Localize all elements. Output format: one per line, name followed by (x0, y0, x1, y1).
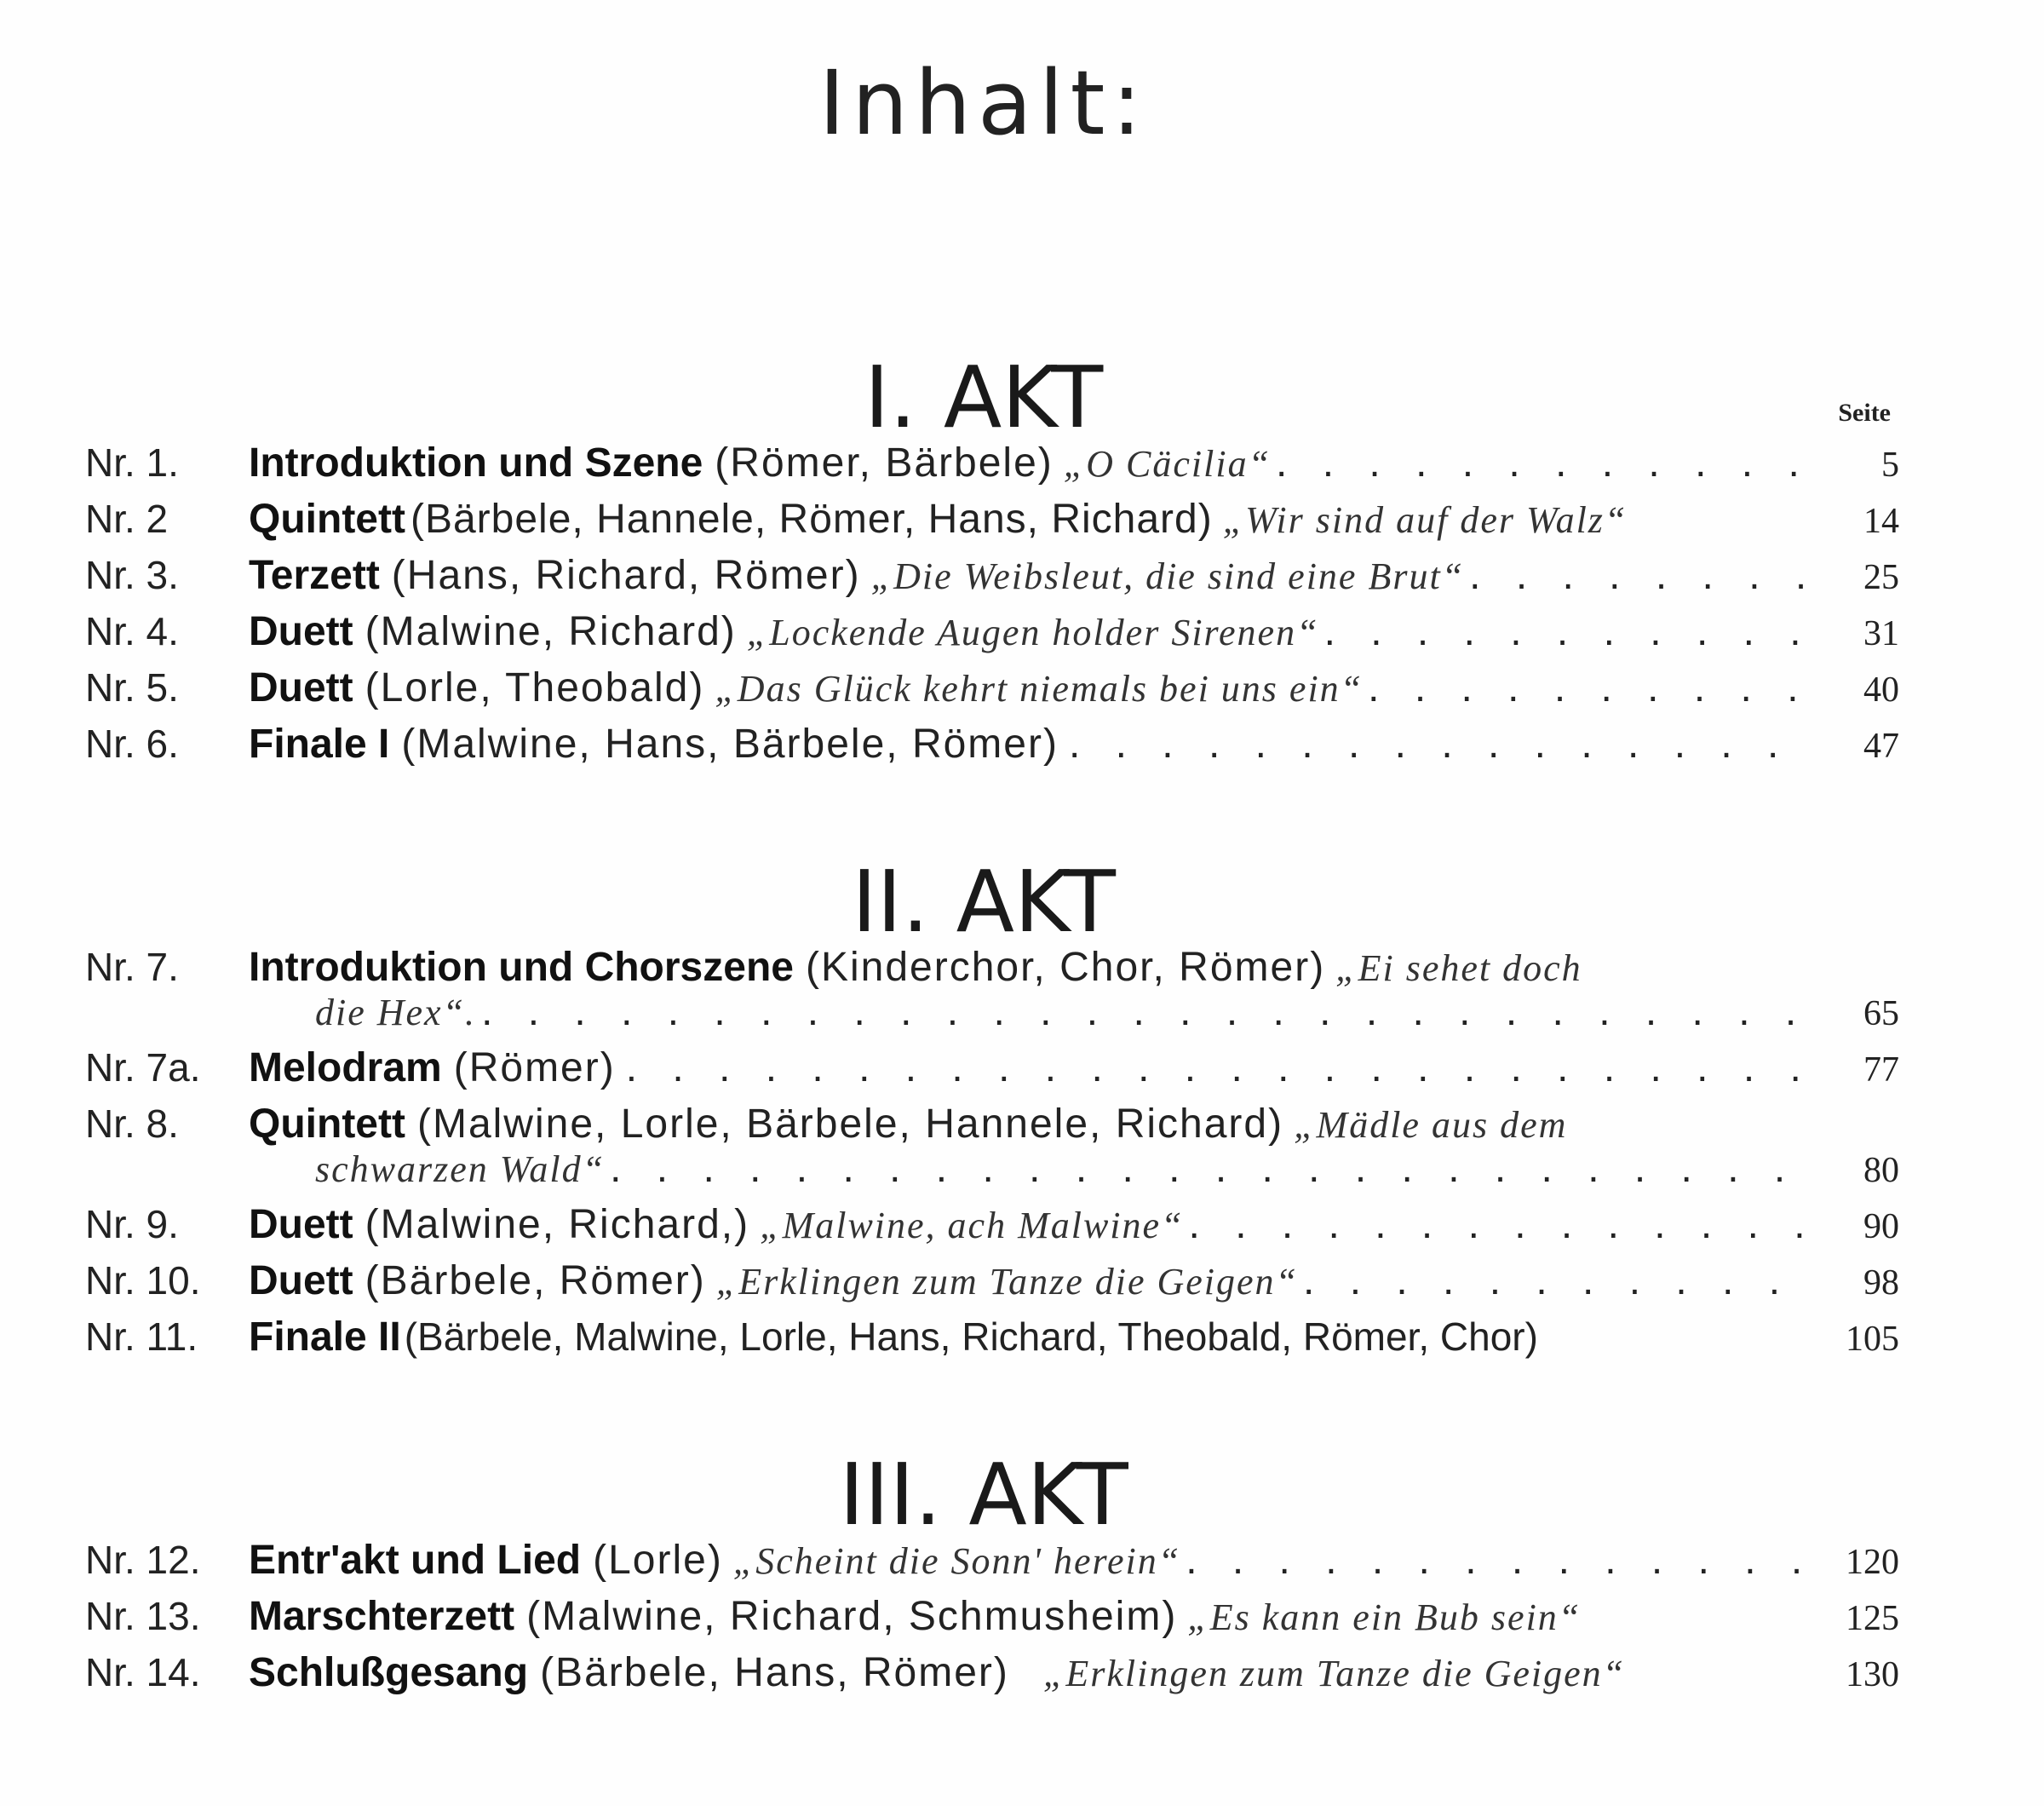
entry-roles: (Bärbele, Malwine, Lorle, Hans, Richard, Theobald, Römer, Chor) (404, 1314, 1538, 1359)
toc-entry (85, 608, 1899, 664)
dot-leader (1324, 608, 1806, 655)
entry-roles: (Kinderchor, Chor, Römer) (805, 945, 1326, 990)
toc-entry (85, 1044, 1899, 1101)
entry-roles: (Malwine, Hans, Bärbele, Römer) (401, 722, 1059, 767)
entry-page: 98 (1863, 1263, 1899, 1303)
entry-number: Nr. 7a. (85, 1045, 201, 1090)
page-title: Inhalt: (818, 51, 1149, 155)
act-heading: I. AKT (864, 348, 1104, 447)
entry-page: 40 (1863, 670, 1899, 710)
entry-page: 14 (1863, 502, 1899, 541)
dot-leader (1368, 664, 1806, 711)
entry-title: Marschterzett (249, 1594, 515, 1639)
dot-leader (1276, 440, 1806, 486)
entry-page: 105 (1846, 1320, 1899, 1359)
entry-quote: „Scheint die Sonn' herein“ (732, 1540, 1181, 1582)
toc-entry (85, 1201, 1899, 1257)
entry-roles: (Malwine, Richard,) (365, 1202, 750, 1247)
toc-entry (85, 496, 1899, 552)
entry-number: Nr. 10. (85, 1258, 201, 1303)
dot-leader (626, 1044, 1806, 1091)
entry-title: Entr'akt und Lied (249, 1538, 582, 1583)
page-column-label: Seite (1838, 399, 1891, 427)
entry-number: Nr. 8. (85, 1101, 179, 1146)
entry-title: Quintett (249, 1101, 405, 1147)
entry-roles: (Bärbele, Hannele, Römer, Hans, Richard) (410, 497, 1213, 542)
entry-quote: „Malwine, ach Malwine“ (760, 1205, 1184, 1246)
toc-entry (85, 1649, 1899, 1705)
toc-entry (85, 1257, 1899, 1314)
entry-quote: „Ei sehet doch (1335, 947, 1582, 989)
entry-title: Finale I (249, 722, 390, 767)
dot-leader (1189, 1201, 1806, 1248)
toc-entry (85, 721, 1899, 777)
entry-quote: „O Cäcilia“ (1063, 443, 1272, 485)
entry-roles: (Malwine, Lorle, Bärbele, Hannele, Richard) (416, 1101, 1284, 1147)
entry-number: Nr. 1. (85, 440, 179, 485)
entry-number: Nr. 12. (85, 1538, 201, 1582)
entry-roles: (Hans, Richard, Römer) (391, 553, 861, 598)
entry-roles: (Römer) (453, 1045, 616, 1090)
entry-title: Schlußgesang (249, 1650, 529, 1695)
entry-title: Duett (249, 1258, 353, 1303)
entry-quote: „Die Weibsleut, die sind eine Brut“ (870, 555, 1465, 597)
toc-entry (85, 552, 1899, 608)
entry-title: Melodram (249, 1045, 442, 1090)
entry-page: 80 (1863, 1151, 1899, 1190)
dot-leader (1469, 552, 1806, 599)
entry-title: Finale II (249, 1314, 401, 1360)
entry-number: Nr. 5. (85, 665, 179, 710)
entry-number: Nr. 14. (85, 1650, 201, 1694)
entry-page: 31 (1863, 614, 1899, 653)
entry-roles: (Bärbele, Hans, Römer) (540, 1650, 1009, 1695)
act-2-list (85, 944, 1899, 1370)
dot-leader (481, 988, 1806, 1035)
entry-title: Duett (249, 665, 353, 710)
dot-leader (1186, 1537, 1806, 1584)
entry-quote: „Wir sind auf der Walz“ (1222, 499, 1628, 541)
act-1-list (85, 440, 1899, 777)
entry-page: 120 (1846, 1543, 1899, 1582)
toc-entry (85, 1314, 1899, 1370)
entry-page: 130 (1846, 1655, 1899, 1694)
act-heading: II. AKT (852, 852, 1116, 952)
entry-number: Nr. 9. (85, 1202, 179, 1246)
entry-number: Nr. 11. (85, 1314, 198, 1359)
entry-page: 47 (1863, 727, 1899, 766)
entry-roles: (Lorle) (593, 1538, 723, 1583)
entry-title: Duett (249, 609, 353, 654)
entry-quote: „Erklingen zum Tanze die Geigen“ (715, 1261, 1299, 1303)
act-3-list (85, 1537, 1899, 1705)
entry-page: 90 (1863, 1207, 1899, 1246)
entry-title: Introduktion und Szene (249, 440, 703, 486)
toc-entry (85, 944, 1899, 1044)
entry-title: Introduktion und Chorszene (249, 945, 794, 990)
dot-leader (610, 1145, 1806, 1192)
entry-number: Nr. 3. (85, 553, 179, 597)
act-heading: III. AKT (839, 1445, 1128, 1544)
toc-entry (85, 1593, 1899, 1649)
entry-roles: (Römer, Bärbele) (715, 440, 1054, 486)
entry-number: Nr. 13. (85, 1594, 201, 1638)
entry-roles: (Malwine, Richard, Schmusheim) (526, 1594, 1178, 1639)
toc-entry (85, 1101, 1899, 1201)
entry-title: Duett (249, 1202, 353, 1247)
entry-number: Nr. 7. (85, 945, 179, 989)
dot-leader (1303, 1257, 1806, 1304)
entry-roles: (Lorle, Theobald) (365, 665, 705, 710)
entry-page: 77 (1863, 1050, 1899, 1090)
entry-page: 25 (1863, 558, 1899, 597)
entry-page: 65 (1863, 994, 1899, 1033)
toc-entry (85, 1537, 1899, 1593)
toc-entry (85, 664, 1899, 721)
entry-quote-continued: die Hex“. (315, 992, 477, 1033)
entry-number: Nr. 6. (85, 722, 179, 766)
entry-roles: (Malwine, Richard) (365, 609, 737, 654)
entry-quote: „Das Glück kehrt niemals bei uns ein“ (715, 668, 1364, 710)
entry-number: Nr. 2 (85, 497, 169, 541)
entry-title: Terzett (249, 553, 380, 598)
entry-page: 125 (1846, 1599, 1899, 1638)
entry-quote: „Erklingen zum Tanze die Geigen“ (1042, 1653, 1626, 1694)
entry-quote: „Mädle aus dem (1294, 1104, 1568, 1146)
dot-leader (1069, 721, 1806, 768)
entry-title: Quintett (249, 497, 405, 542)
entry-quote: „Es kann ein Bub sein“ (1187, 1596, 1582, 1638)
entry-roles: (Bärbele, Römer) (365, 1258, 706, 1303)
toc-entry (85, 440, 1899, 496)
entry-quote: „Lockende Augen holder Sirenen“ (746, 612, 1319, 653)
entry-quote-continued: schwarzen Wald“ (315, 1148, 606, 1190)
entry-page: 5 (1881, 446, 1899, 485)
entry-number: Nr. 4. (85, 609, 179, 653)
